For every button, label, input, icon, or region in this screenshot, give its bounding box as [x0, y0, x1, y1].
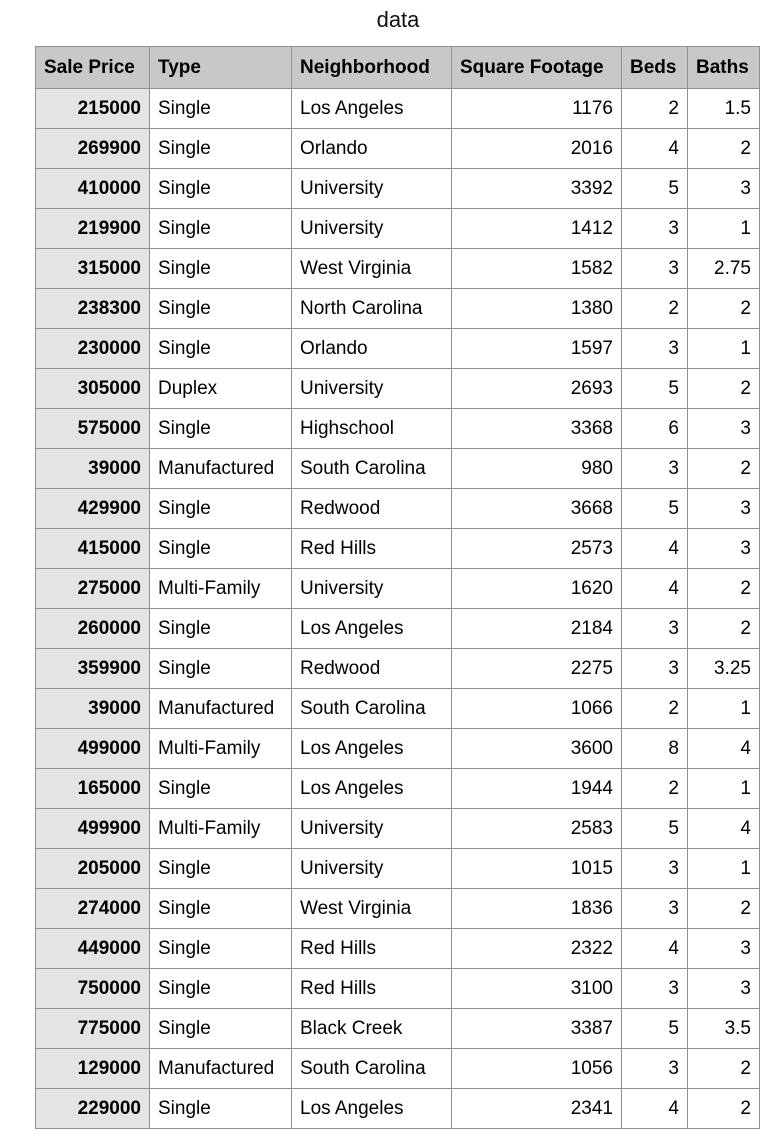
square-footage-cell[interactable]: 1582 — [452, 249, 622, 289]
table-row — [36, 609, 760, 649]
neighborhood-cell[interactable]: Orlando — [292, 329, 452, 369]
type-cell[interactable]: Single — [150, 489, 292, 529]
sale-price-cell[interactable]: 750000 — [36, 969, 150, 1009]
table-row — [36, 929, 760, 969]
type-cell[interactable]: Manufactured — [150, 449, 292, 489]
beds-cell[interactable]: 5 — [622, 369, 688, 409]
square-footage-cell[interactable]: 3668 — [452, 489, 622, 529]
neighborhood-cell[interactable]: Red Hills — [292, 529, 452, 569]
column-header-beds[interactable]: Beds — [622, 47, 688, 89]
column-header-sale-price[interactable]: Sale Price — [36, 47, 150, 89]
neighborhood-cell[interactable]: Redwood — [292, 489, 452, 529]
beds-cell[interactable]: 2 — [622, 289, 688, 329]
baths-cell[interactable]: 3 — [688, 489, 760, 529]
type-cell[interactable]: Single — [150, 329, 292, 369]
beds-cell[interactable]: 5 — [622, 1009, 688, 1049]
beds-cell[interactable]: 4 — [622, 529, 688, 569]
square-footage-cell[interactable]: 3392 — [452, 169, 622, 209]
type-cell[interactable]: Single — [150, 849, 292, 889]
type-cell[interactable]: Manufactured — [150, 689, 292, 729]
beds-cell[interactable]: 2 — [622, 89, 688, 129]
sale-price-cell[interactable]: 39000 — [36, 449, 150, 489]
type-cell[interactable]: Single — [150, 769, 292, 809]
table-title: data — [376, 7, 420, 32]
beds-cell[interactable]: 3 — [622, 209, 688, 249]
sale-price-cell[interactable]: 260000 — [36, 609, 150, 649]
neighborhood-cell[interactable]: North Carolina — [292, 289, 452, 329]
baths-cell[interactable]: 1 — [688, 849, 760, 889]
type-cell[interactable]: Single — [150, 129, 292, 169]
data-table — [35, 46, 760, 1129]
type-cell[interactable]: Single — [150, 609, 292, 649]
sale-price-cell[interactable]: 410000 — [36, 169, 150, 209]
table-row — [36, 1009, 760, 1049]
neighborhood-cell[interactable]: University — [292, 569, 452, 609]
baths-cell[interactable]: 2 — [688, 369, 760, 409]
neighborhood-cell[interactable]: South Carolina — [292, 689, 452, 729]
beds-cell[interactable]: 3 — [622, 449, 688, 489]
sale-price-cell[interactable]: 269900 — [36, 129, 150, 169]
beds-cell[interactable]: 3 — [622, 969, 688, 1009]
beds-cell[interactable]: 5 — [622, 169, 688, 209]
type-cell[interactable]: Duplex — [150, 369, 292, 409]
square-footage-cell[interactable]: 1597 — [452, 329, 622, 369]
square-footage-cell[interactable]: 2693 — [452, 369, 622, 409]
neighborhood-cell[interactable]: West Virginia — [292, 889, 452, 929]
baths-cell[interactable]: 2 — [688, 1049, 760, 1089]
square-footage-cell[interactable]: 1380 — [452, 289, 622, 329]
square-footage-cell[interactable]: 2573 — [452, 529, 622, 569]
type-cell[interactable]: Single — [150, 929, 292, 969]
baths-cell[interactable]: 2 — [688, 129, 760, 169]
baths-cell[interactable]: 3 — [688, 929, 760, 969]
sale-price-cell[interactable]: 219900 — [36, 209, 150, 249]
type-cell[interactable]: Single — [150, 529, 292, 569]
beds-cell[interactable]: 3 — [622, 849, 688, 889]
sale-price-cell[interactable]: 229000 — [36, 1089, 150, 1129]
sale-price-cell[interactable]: 499900 — [36, 809, 150, 849]
square-footage-cell[interactable]: 2184 — [452, 609, 622, 649]
sale-price-cell[interactable]: 165000 — [36, 769, 150, 809]
neighborhood-cell[interactable]: Orlando — [292, 129, 452, 169]
sale-price-cell[interactable]: 315000 — [36, 249, 150, 289]
table-row — [36, 809, 760, 849]
neighborhood-cell[interactable]: Los Angeles — [292, 89, 452, 129]
square-footage-cell[interactable]: 3100 — [452, 969, 622, 1009]
neighborhood-cell[interactable]: Red Hills — [292, 929, 452, 969]
table-body — [36, 89, 760, 1129]
table-row — [36, 329, 760, 369]
beds-cell[interactable]: 6 — [622, 409, 688, 449]
sale-price-cell[interactable]: 215000 — [36, 89, 150, 129]
header-row — [36, 47, 760, 89]
sale-price-cell[interactable]: 274000 — [36, 889, 150, 929]
baths-cell[interactable]: 3 — [688, 969, 760, 1009]
table-row — [36, 129, 760, 169]
neighborhood-cell[interactable]: University — [292, 209, 452, 249]
baths-cell[interactable]: 3 — [688, 169, 760, 209]
baths-cell[interactable]: 1 — [688, 209, 760, 249]
table-row — [36, 529, 760, 569]
beds-cell[interactable]: 3 — [622, 609, 688, 649]
table-row — [36, 249, 760, 289]
neighborhood-cell[interactable]: University — [292, 169, 452, 209]
type-cell[interactable]: Single — [150, 169, 292, 209]
baths-cell[interactable]: 2 — [688, 449, 760, 489]
table-row — [36, 89, 760, 129]
beds-cell[interactable]: 4 — [622, 569, 688, 609]
beds-cell[interactable]: 3 — [622, 889, 688, 929]
square-footage-cell[interactable]: 3600 — [452, 729, 622, 769]
neighborhood-cell[interactable]: University — [292, 369, 452, 409]
type-cell[interactable]: Multi-Family — [150, 729, 292, 769]
beds-cell[interactable]: 3 — [622, 649, 688, 689]
table-row — [36, 969, 760, 1009]
column-header-square-footage[interactable]: Square Footage — [452, 47, 622, 89]
type-cell[interactable]: Multi-Family — [150, 569, 292, 609]
type-cell[interactable]: Single — [150, 289, 292, 329]
table-row — [36, 729, 760, 769]
neighborhood-cell[interactable]: University — [292, 809, 452, 849]
table-row — [36, 569, 760, 609]
square-footage-cell[interactable]: 1015 — [452, 849, 622, 889]
beds-cell[interactable]: 8 — [622, 729, 688, 769]
sale-price-cell[interactable]: 775000 — [36, 1009, 150, 1049]
baths-cell[interactable]: 2 — [688, 609, 760, 649]
type-cell[interactable]: Manufactured — [150, 1049, 292, 1089]
square-footage-cell[interactable]: 3368 — [452, 409, 622, 449]
baths-cell[interactable]: 1 — [688, 689, 760, 729]
type-cell[interactable]: Single — [150, 1089, 292, 1129]
type-cell[interactable]: Single — [150, 89, 292, 129]
beds-cell[interactable]: 5 — [622, 809, 688, 849]
baths-cell[interactable]: 3 — [688, 529, 760, 569]
sale-price-cell[interactable]: 499000 — [36, 729, 150, 769]
neighborhood-cell[interactable]: Highschool — [292, 409, 452, 449]
square-footage-cell[interactable]: 2275 — [452, 649, 622, 689]
baths-cell[interactable]: 3 — [688, 409, 760, 449]
square-footage-cell[interactable]: 2583 — [452, 809, 622, 849]
type-cell[interactable]: Single — [150, 969, 292, 1009]
neighborhood-cell[interactable]: Los Angeles — [292, 1089, 452, 1129]
square-footage-cell[interactable]: 1944 — [452, 769, 622, 809]
sale-price-cell[interactable]: 305000 — [36, 369, 150, 409]
baths-cell[interactable]: 3.25 — [688, 649, 760, 689]
type-cell[interactable]: Single — [150, 249, 292, 289]
beds-cell[interactable]: 4 — [622, 1089, 688, 1129]
baths-cell[interactable]: 2 — [688, 289, 760, 329]
sale-price-cell[interactable]: 238300 — [36, 289, 150, 329]
neighborhood-cell[interactable]: South Carolina — [292, 1049, 452, 1089]
type-cell[interactable]: Single — [150, 889, 292, 929]
column-header-baths[interactable]: Baths — [688, 47, 760, 89]
table-row — [36, 409, 760, 449]
type-cell[interactable]: Single — [150, 409, 292, 449]
neighborhood-cell[interactable]: Los Angeles — [292, 769, 452, 809]
sale-price-cell[interactable]: 39000 — [36, 689, 150, 729]
baths-cell[interactable]: 2 — [688, 889, 760, 929]
baths-cell[interactable]: 4 — [688, 809, 760, 849]
type-cell[interactable]: Multi-Family — [150, 809, 292, 849]
baths-cell[interactable]: 1 — [688, 769, 760, 809]
table-row — [36, 649, 760, 689]
square-footage-cell[interactable]: 2016 — [452, 129, 622, 169]
column-header-neighborhood[interactable]: Neighborhood — [292, 47, 452, 89]
beds-cell[interactable]: 4 — [622, 129, 688, 169]
sale-price-cell[interactable]: 275000 — [36, 569, 150, 609]
column-header-type[interactable]: Type — [150, 47, 292, 89]
square-footage-cell[interactable]: 2322 — [452, 929, 622, 969]
beds-cell[interactable]: 2 — [622, 769, 688, 809]
neighborhood-cell[interactable]: University — [292, 849, 452, 889]
beds-cell[interactable]: 3 — [622, 329, 688, 369]
sale-price-cell[interactable]: 129000 — [36, 1049, 150, 1089]
sale-price-cell[interactable]: 429900 — [36, 489, 150, 529]
sale-price-cell[interactable]: 449000 — [36, 929, 150, 969]
table-row — [36, 1049, 760, 1089]
table-row — [36, 1089, 760, 1129]
neighborhood-cell[interactable]: West Virginia — [292, 249, 452, 289]
baths-cell[interactable]: 1 — [688, 329, 760, 369]
table-row — [36, 289, 760, 329]
neighborhood-cell[interactable]: Black Creek — [292, 1009, 452, 1049]
table-row — [36, 889, 760, 929]
square-footage-cell[interactable]: 2341 — [452, 1089, 622, 1129]
square-footage-cell[interactable]: 980 — [452, 449, 622, 489]
sale-price-cell[interactable]: 359900 — [36, 649, 150, 689]
table-row — [36, 769, 760, 809]
beds-cell[interactable]: 4 — [622, 929, 688, 969]
sale-price-cell[interactable]: 415000 — [36, 529, 150, 569]
beds-cell[interactable]: 2 — [622, 689, 688, 729]
baths-cell[interactable]: 4 — [688, 729, 760, 769]
square-footage-cell[interactable]: 1620 — [452, 569, 622, 609]
neighborhood-cell[interactable]: Red Hills — [292, 969, 452, 1009]
table-row — [36, 849, 760, 889]
baths-cell[interactable]: 1.5 — [688, 89, 760, 129]
neighborhood-cell[interactable]: South Carolina — [292, 449, 452, 489]
table-row — [36, 489, 760, 529]
neighborhood-cell[interactable]: Los Angeles — [292, 729, 452, 769]
sale-price-cell[interactable]: 205000 — [36, 849, 150, 889]
baths-cell[interactable]: 2 — [688, 569, 760, 609]
sale-price-cell[interactable]: 575000 — [36, 409, 150, 449]
square-footage-cell[interactable]: 1066 — [452, 689, 622, 729]
type-cell[interactable]: Single — [150, 649, 292, 689]
square-footage-cell[interactable]: 1056 — [452, 1049, 622, 1089]
baths-cell[interactable]: 2 — [688, 1089, 760, 1129]
square-footage-cell[interactable]: 3387 — [452, 1009, 622, 1049]
beds-cell[interactable]: 5 — [622, 489, 688, 529]
table-row — [36, 369, 760, 409]
beds-cell[interactable]: 3 — [622, 1049, 688, 1089]
table-row — [36, 169, 760, 209]
neighborhood-cell[interactable]: Redwood — [292, 649, 452, 689]
table-row — [36, 209, 760, 249]
type-cell[interactable]: Single — [150, 1009, 292, 1049]
square-footage-cell[interactable]: 1836 — [452, 889, 622, 929]
neighborhood-cell[interactable]: Los Angeles — [292, 609, 452, 649]
square-footage-cell[interactable]: 1176 — [452, 89, 622, 129]
square-footage-cell[interactable]: 1412 — [452, 209, 622, 249]
type-cell[interactable]: Single — [150, 209, 292, 249]
beds-cell[interactable]: 3 — [622, 249, 688, 289]
table-row — [36, 689, 760, 729]
baths-cell[interactable]: 3.5 — [688, 1009, 760, 1049]
baths-cell[interactable]: 2.75 — [688, 249, 760, 289]
sale-price-cell[interactable]: 230000 — [36, 329, 150, 369]
table-row — [36, 449, 760, 489]
